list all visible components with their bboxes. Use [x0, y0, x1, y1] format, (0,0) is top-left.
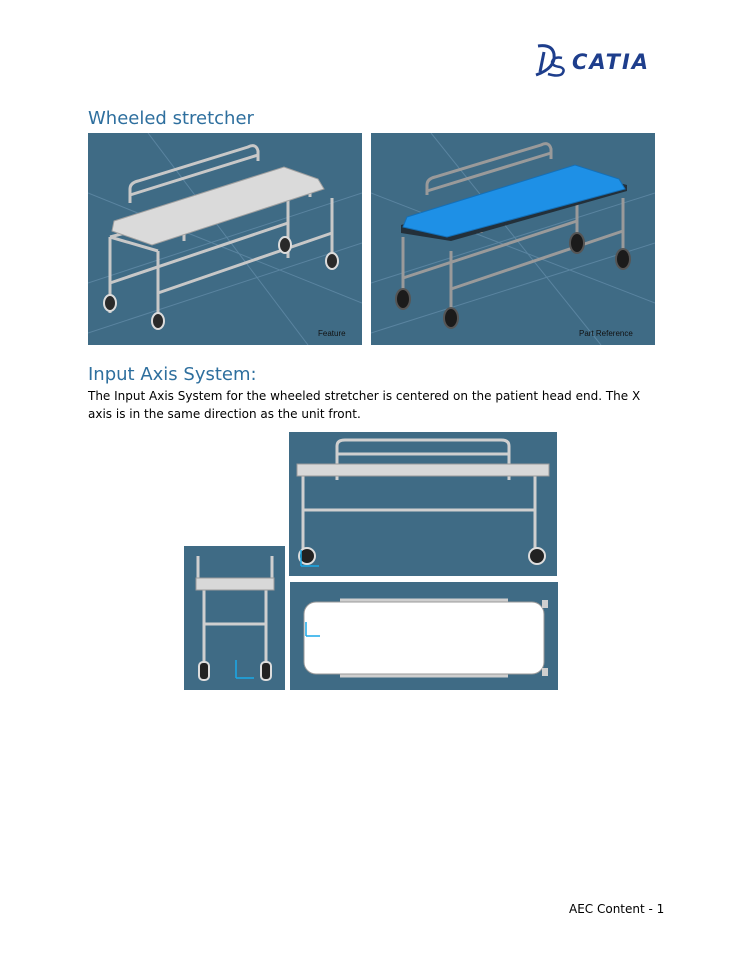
catia-wordmark: CATIA [572, 50, 651, 74]
part-reference-caption: Part Reference [579, 329, 633, 338]
part-reference-render-image [371, 133, 655, 345]
feature-render-image [88, 133, 362, 345]
section-title-axis-system: Input Axis System: [88, 364, 257, 385]
feature-caption: Feature [318, 329, 346, 338]
axis-system-description: The Input Axis System for the wheeled stretcher is centered on the patient head end. The X axis is in the same direction as the unit front. [88, 389, 641, 421]
front-view-image [289, 432, 557, 576]
section-title-stretcher: Wheeled stretcher [88, 108, 254, 129]
top-view-image [290, 582, 558, 690]
page-footer: AEC Content - 1 [569, 902, 665, 916]
side-view-image [184, 546, 285, 690]
